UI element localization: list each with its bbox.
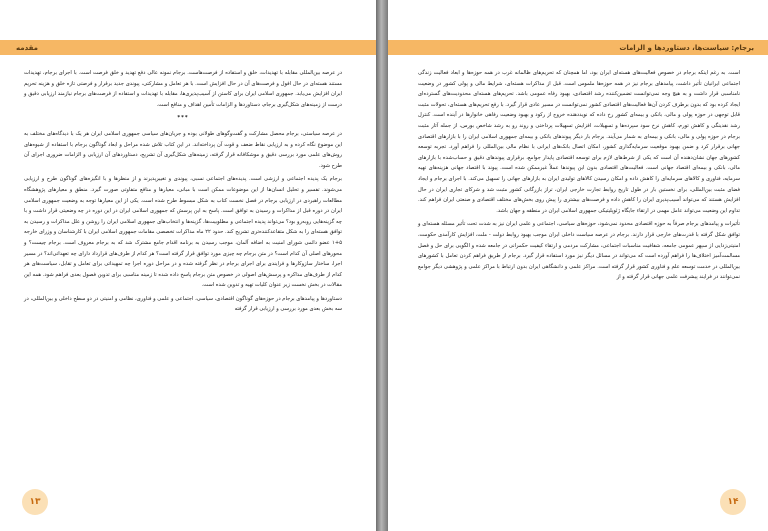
right-paragraph-1: است. به رغم اینکه برجام در خصوص فعالیت‌های هسته‌ای ایران بود، اما همچنان که تحریم‌های ظالمانه غرب در همه حوزه‌ها و ابعاد فعالیت زندگی اجتماعی ایرانیان تأثیر داشت، پیامدهای برجام نیز در همه حوزه‌ها ملموس است. قبل از مذاکرات هسته‌ای، شرایط مالی و پولی کشور در وضعیت نامناسبی قرار داشت و به هیچ وجه نمی‌توانست تضمین‌کننده رشد اقتصادی، بهبود رفاه عمومی باشد. تحریم‌های هسته‌ای محدودیت‌های گسترده‌ای ایجاد کرده بود که بدون برطرف کردن آن‌ها فعالیت‌های اقتصادی کشور نمی‌توانست در مسیر عادی قرار گیرد. با رفع تحریم‌های هسته‌ای، تحولات مثبت قابل توجهی در حوزه پولی و مالی، بانکی و بیمه‌ای کشور رخ داده که نویددهنده خروج از رکود و بهبود وضعیت رفاهی خانوارها در آینده است. کنترل رشد نقدینگی و کاهش تورم، کاهش نرخ سود سپرده‌ها و تسهیلات، افزایش تسهیلات پرداختی و روند رو به رشد شاخص بورس، از جمله آثار مثبت برجام در حوزه پولی و مالی، بانکی و بیمه‌ای به شمار می‌آیند. برجام بار دیگر پیوندهای بانکی و بیمه‌ای جمهوری اسلامی ایران را با بازارهای اقتصادی جهانی برقرار کرد و ضمن بهبود موقعیت سرمایه‌گذاری کشور، امکان اتصال بانک‌های ایرانی با نظام مالی بین‌المللی را فراهم آورد. تجربه توسعه کشورهای جهان نشان‌دهنده آن است که یکی از شرط‌های لازم برای توسعه اقتصادی پایدار جوامع، برقراری پیوندهای دقیق و حساب‌شده با بازارهای مالی، بانکی و بیمه‌ای اقتصاد جهانی است. فعالیت‌های اقتصادی بدون این پیوندها عملاً غیرممکن شده است. پیوند با اقتصاد جهانی هزینه‌های تهیه سرمایه، فناوری و کالاهای سرمایه‌ای را کاهش داده و امکان رسیدن کالاهای تولیدی ایران به بازارهای جهانی را تسهیل می‌کند. با اجرای برجام و ایجاد فضای مثبت بین‌المللی، برای نخستین بار در طول تاریخ روابط تجارت خارجی ایران، تراز بازرگانی کشور مثبت شد و شرکای تجاری ایران در حال افزایش هستند که می‌تواند آسیب‌پذیری ایران را کاهش داده و فرصت‌های بیشتری را پیش روی بخش‌های مختلف اقتصادی و صنعتی ایران فراهم کند. تداوم این وضعیت می‌تواند عامل مهمی در ارتقاء جایگاه ژئوپلیتیکی جمهوری اسلامی ایران در منطقه و جهان باشد. [418,70,740,214]
right-header-title: برجام: سیاست‌ها، دستاوردها و الزامات [619,43,754,52]
right-header-band [388,40,768,55]
right-page [388,0,768,531]
left-header-band [0,40,376,55]
right-page-number: ۱۴ [720,489,746,515]
left-paragraph-2: در عرصه سیاستی، برجام محصل مشارکت و گفت‌وگوهای طولانی بوده و جریان‌های سیاسی جمهوری اسلامی ایران هر یک با دیدگاه‌های مختلف به این موضوع نگاه کرده و به ارزیابی نقاط ضعف و قوت آن پرداخته‌اند. در این کتاب تلاش شده مراحل و ابعاد گوناگون برجام با استفاده از شیوه‌های روش‌های علمی مورد بررسی دقیق و موشکافانه قرار گرفته، زمینه‌های شکل‌گیری آن تشریح، دستاوردهای آن ارزیابی و الزامات ضروری اجرای آن طرح شود. [24,130,342,169]
right-paragraph-2: تأثیرات و پیامدهای برجام صرفاً به حوزه اقتصادی محدود نمی‌شود، حوزه‌های سیاسی، اجتماعی و علمی ایران نیز به شدت تحت تأثیر مسئله هسته‌ای و توافق شکل گرفته با قدرت‌های خارجی قرار دارند. برجام در عرصه سیاست داخلی ایران موجب بهبود روابط دولت - ملت، افزایش کارآمدی حکومت، امنیتی‌زدایی از سپهر عمومی جامعه، شفافیت مناسبات اجتماعی، مشارکت مردمی و ارتقاء کیفیت حکمرانی در جامعه شده و الگویی برای حل و فصل مسالمت‌آمیز اختلاف‌ها را فراهم آورده است که می‌تواند در مسائل دیگر نیز مورد استفاده قرار گیرد. برجام از طریق فراهم کردن تعامل با کشورهای بین‌المللی در خدمت توسعه علم و فناوری کشور قرار گرفته است. مراکز علمی و دانشگاهی ایران بدون ارتباط با مراکز علمی و پژوهشی دیگر جوامع نمی‌توانند در فرایند پیشرفت علمی جهانی قرار گرفته و از [418,221,740,281]
section-separator: *** [177,115,189,122]
book-gutter [376,0,388,531]
left-paragraph-4: دستاوردها و پیامدهای برجام در حوزه‌های گوناگون اقتصادی، سیاسی، اجتماعی و علمی و فناوری، نظامی و امنیتی در دو سطح داخلی و بین‌المللی، در سه بخش بعدی مورد بررسی و ارزیابی قرار گرفته [24,295,342,313]
left-page [0,0,376,531]
right-body-text [418,68,740,286]
left-paragraph-3: برجام یک پدیده اجتماعی و ارزشی است. پدیده‌های اجتماعی نسبی، پیوندی و تغییرپذیرند و از منظرها و با انگیزه‌های گوناگون طرح و ارزیابی می‌شوند. تفسیر و تحلیل انسان‌ها از این موضوعات ممکن است با مبانی، معیارها و منافع متفاوتی صورت گیرد. منطق و معیارهای پژوهشگاه مطالعات راهبردی در ارزیابی برجام در فصل نخست کتاب به شکل مبسوط طرح شده است. یکی از این معیارها توجه به وضعیت جمهوری اسلامی ایران در دوره قبل از مذاکرات و رسیدن به توافق است. پاسخ به این پرسش که جمهوری اسلامی ایران در این دوره در چه وضعیتی قرار داشت و با چه گزینه‌هایی روبه‌رو بود؟ می‌تواند پدیده اجتماعی و مطلوبیت‌ها، گزینه‌ها و انتخاب‌های جمهوری اسلامی ایران را روشن و علل مذاکرات و رسیدن به توافق هسته‌ای را به شکل متقاعدکننده‌تری تشریح کند. حدود ۲۲ ماه مذاکرات تخصصی مقامات جمهوری اسلامی ایران با کارشناسان و وزرای خارجه ۵+۱ عضو دائمی شورای امنیت به اضافه آلمان، موجب رسیدن به برنامه اقدام جامع مشترک شد که به برجام معروف است. برجام چیست؟ و محورهای اصلی آن کدام است؟ در متن برجام چه چیزی مورد توافق قرار گرفته است؟ هر کدام از طرف‌های قرارداد دارای چه تعهداتی‌اند؟ در مسیر اجرا، ساختار سازوکارها و فرایندی برای اجرای برجام در نظر گرفته شده و در مراحل دوره اجرا چه تمهیداتی برای تعامل و تقابل، سیاست‌های هر کدام از طرف‌های مذاکره و پرسش‌های اصولی در خصوص متن برجام پاسخ داده شده تا زمینه مناسبی برای تدوین فصول بعدی فراهم شود. همه این مقالات در بخش نخست زیر عنوان کلیات تهیه و تدوین شده است. [24,176,342,289]
left-header-title: مقدمه [16,43,38,52]
left-page-number: ۱۳ [22,489,48,515]
left-body-text [24,68,342,318]
left-paragraph-1: در عرصه بین‌المللی مقابله با تهدیدات، خلق و استفاده از فرصت‌هاست. برجام نمونه عالی دفع تهدید و خلق فرصت است. با اجرای برجام، تهدیدات مستند هسته‌ای در حال افول و فرصت‌های آن در حال افزایش است. با هر تعامل و مشارکتی، پیوندی جدید برقرار و فرصتی تازه خلق و هزینه تحریم ایران افزایش می‌یابد. جمهوری اسلامی ایران برای کاستن از آسیب‌پذیری‌ها، مقابله با تهدیدات و استفاده از فرصت‌های برجام نیازمند ارزیابی دقیق و درست از زمینه‌های شکل‌گیری برجام، دستاوردها و الزامات تأمین اهداف و منافع است. [24,70,342,108]
